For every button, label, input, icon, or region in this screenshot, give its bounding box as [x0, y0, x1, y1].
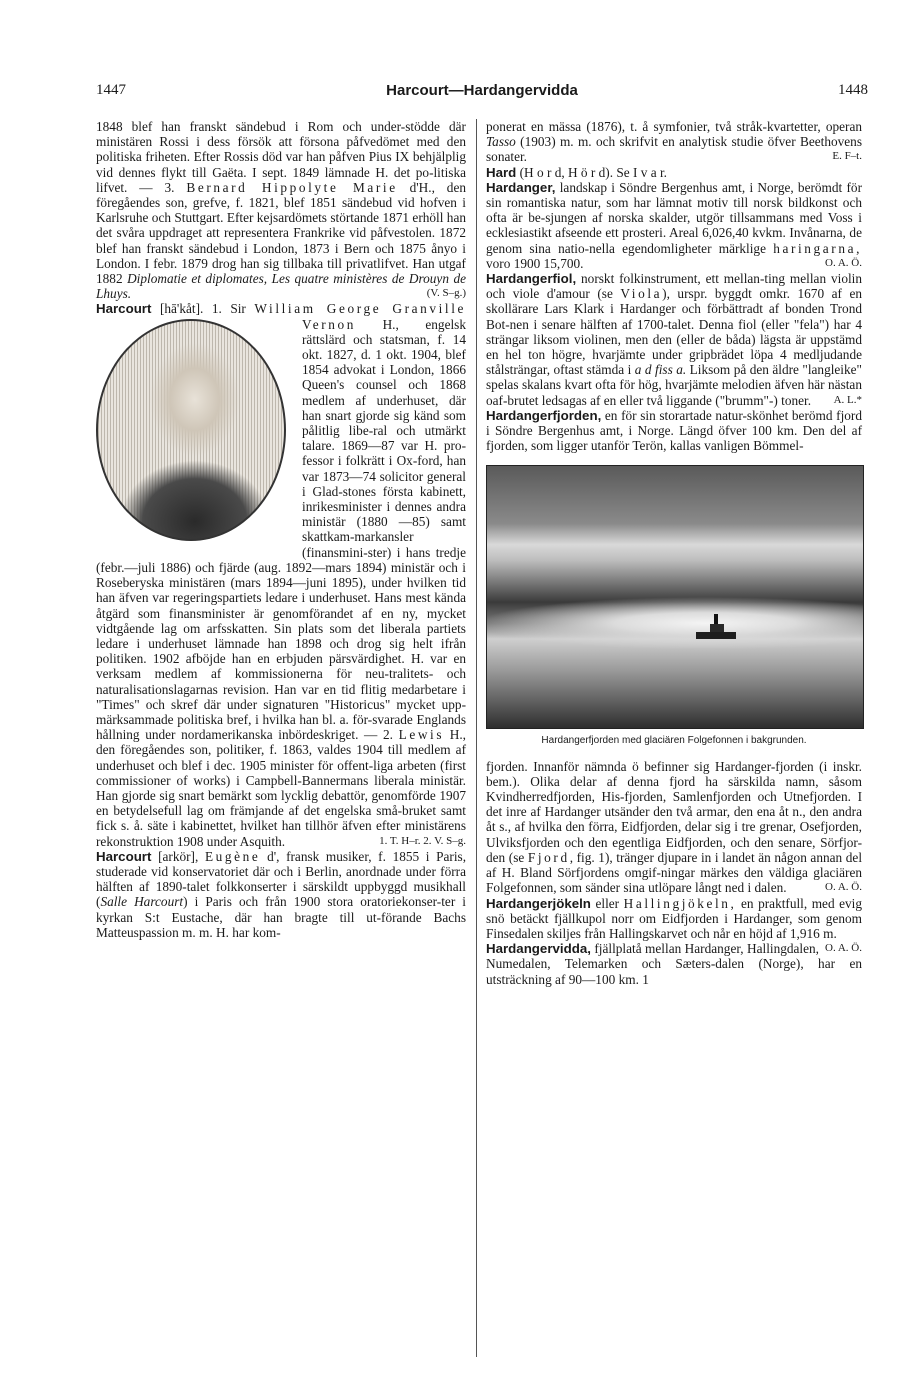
page-header	[96, 82, 868, 106]
entry-hardangerfjorden-continued: fjorden. Innanför nämnda ö befinner sig Hardanger-fjorden (i inskr. bem.). Olika delar af denna fjord ha särskilda namn, såsom Kvindherredfjorden, His-fjorden, Samlenfjorden och Utnefjorden. I det inre af Hardanger utsänder den två armar, den ena åt n., den andra åt s., af hvilka den förra, Eidfjorden, delar sig i tre grenar, Osefjorden, Ulviksfjorden och den egentliga Eidfjorden, och den senare, Sörfjor-den (se Fjord, fig. 1), tränger djupare in i landet än någon annan del af H. Bland Sörfjordens omgif-ningar märkes den väldiga glaciären Folgefonnen, som sänder sina utlöpare långt ned i dalen. O. A. Ö.	[486, 758, 863, 896]
entry-hardangerfiol: Hardangerfiol, norskt folkinstrument, ett mellan-ting mellan violin och viole d'amour (se Viola), urspr. byggdt omkr. 1670 af en skollärare Lars Klark i Hardanger och förbättradt af bonden Trond Bot-nen i senare hälften af 1700-talet. Denna fiol (eller "fela") har 4 strängar liksom violinen, men den (eller de båda) lägsta är uppstämd en hel ton högre, hvarjämte under gripbrädet löpa 4 medljudande stålsträngar, oftast stämda i a d fiss a. Liksom på den äldre "langleike" spelas skalans kvart ofta för hög, hvarjämte melodien äfven här nästan oaf-brutet ledsagas af en eller två liggande ("brumm"-) toner. A. L.*	[486, 271, 863, 408]
signature: E. F–t.	[832, 150, 862, 163]
entry-hardanger: Hardanger, landskap i Söndre Bergenhus amt, i Norge, berömdt för sin romantiska natur, som har lämnat motiv till norsk bildkonst och ofta är be-sjungen af norska skalder, utgör tillsammans med Voss i ecklesiastikt afseende ett prosteri. Areal 6,026,40 kvkm. Invånarna, de genom sina natio-nella egendomligheter märklige haringarna, voro 1900 15,700. O. A. Ö.	[486, 179, 863, 271]
portrait-oval	[96, 319, 286, 541]
photo-caption: Hardangerfjorden med glaciären Folgefonnen i bakgrunden.	[541, 735, 807, 747]
entry-harcourt-eugene: Harcourt [arkör], Eugène d', fransk musiker, f. 1855 i Paris, studerade vid konservatoriet där och i Berlin, anordnade under förra hälften af 1890-talet folkkonserter i särskildt uppbyggd musikhall (Salle Harcourt) i Paris och från 1900 stora oratoriekonser-ter i kyrkan S:t Eustache, där han bragte till ut-förande Bachs Matteuspassion m. m. H. har kom-	[96, 848, 467, 940]
signature: (V. S–g.)	[426, 287, 466, 300]
entry-hard: Hard (H o r d, H ö r d). Se I v a r.	[486, 164, 667, 180]
headword: Harcourt	[96, 301, 152, 317]
signature: A. L.*	[833, 393, 862, 406]
page-number-left: 1447	[96, 82, 126, 98]
steamboat-icon	[692, 614, 740, 644]
signature: O. A. Ö.	[825, 881, 862, 894]
entry-harcourt-continued: 1848 blef han franskt sändebud i Rom och under-stödde där ministären Rossi i dess försök att försona påfvedömet med den politiska friheten. Efter Rossis död var han påfven Pius IX behjälplig vid dennes flykt till Gaëta. I sept. 1849 lämnade H. det po-litiska lifvet. — 3. Bernard Hippolyte Marie d'H., den föregåendes son, grefve, f. 1821, blef 1851 sändebud vid hofven i Karlsruhe och Stuttgart. Efter kejsardömets störtande 1871 erhöll han det svåra uppdraget att representera Frankrike vid påfvestolen. 1872 blef han franskt sändebud i London, 1873 i Bern och 1875 ånyo i London. I febr. 1879 drog han sig tillbaka till privatlifvet. Han utgaf 1882 Diplomatie et diplomates, Les quatre ministères de Drouyn de Lhuys. (V. S–g.)	[96, 119, 466, 302]
running-title: Harcourt—Hardangervidda	[386, 82, 578, 99]
entry-hardangervidda: Hardangervidda, fjällplatå mellan Hardanger, Hallingdalen, Numedalen, Telemarken och Sæters-dalen (Norge), har en utsträckning af 90—100 km. 1	[486, 941, 862, 987]
continuation-mark: 1	[642, 971, 649, 987]
entry-hardangerfjorden: Hardangerfjorden, en för sin storartade natur-skönhet berömd fjord i Söndre Bergenhus amt, i Norge. Längd öfver 100 km. Den del af fjorden, som ligger utanför Terön, kallas vanligen Bömmel-	[486, 407, 862, 454]
headword: Hardangerjökeln	[486, 895, 591, 911]
column-divider	[476, 119, 477, 1357]
headword: Hardangerfjorden,	[486, 407, 602, 423]
entry-hardangerjokeln: Hardangerjökeln eller Hallingjökeln, en praktfull, med evig snö betäckt fjällkupol norr om Eidfjorden i Hardanger, som genom Finsedalen skiljes från Hallingskarvet och når en höjd af 1,916 m. O. A. Ö.	[486, 896, 862, 942]
right-column	[486, 119, 862, 987]
page-number-right: 1448	[838, 82, 868, 98]
headword: Hardangervidda,	[486, 941, 591, 957]
headword: Harcourt	[96, 848, 152, 864]
entry-harcourt-william: Harcourt [hā'kåt]. 1. Sir William George Granville Vernon H., engelsk rättslärd och statsman, f. 14 okt. 1827, d. 1 okt. 1904, blef 1854 advokat i London, 1866 Queen's counsel och 1868 medlem af underhuset, där han snart gjorde sig känd som pålitlig libe-ral och utmärkt talare. 1869—87 var H. pro-fessor i folkrätt i Ox-ford, han var 1873—74 solicitor general i Glad-stones första kabinett, inrikesminister i dennes andra ministär (1880 —85) samt skattkam-markansler (finansmini-ster) i hans tredje (febr.—juli 1886) och fjärde (aug. 1892—mars 1894) ministär och i Roseberyska ministären (mars 1894—juni 1895), under hvilken tid han äfven var regeringspartiets ledare i underhuset. Hans mest kända åtgärd som finansminister är genomförandet af en ny, mycket vidtgående lag om arfsskatten. Sin plats som det liberala partiets ledare i underhuset lämnade han 1898 och drog sig helt ifrån politiken. 1902 afböjde han en erbjuden pärsvärdighet. H. var en verksam medlem af kommissionerna för neu-tralitets- och naturalisationslagarnas revision. Han var en tid flitig medarbetare i "Times" och skref där under signaturen "Historicus" mycket upp-märksammade politiska bref, i hvilka han bl. a. för-svarade Englands hållning under nordamerikanska inbördeskriget. — 2. Lewis H., den föregåendes son, politiker, f. 1863, valdes 1904 till medlem af underhuset och blef i dec. 1905 minister för offent-liga arbeten (first commissioner of works) i Campbell-Bannermans liberala ministär. Han gjorde sig snart bemärkt som lycklig debattör, genomförde 1907 en betydelsefull lag om främjande af det engelska små-bruket samt fick s. å. säte i kabinettet, hvilket han tillhör äfven efter ministärens rekonstruktion 1908 under Asquith. 1. T. H–r. 2. V. S–g.	[96, 301, 467, 849]
headword: Hardanger,	[486, 179, 556, 195]
signature: O. A. Ö.	[825, 942, 862, 955]
portrait-image	[96, 319, 294, 547]
signature: O. A. Ö.	[825, 256, 862, 269]
signature: 1. T. H–r. 2. V. S–g.	[379, 834, 466, 847]
fjord-photo	[486, 465, 864, 729]
headword: Hard	[486, 164, 517, 180]
left-column	[96, 119, 466, 940]
entry-harcourt-eugene-continued: ponerat en mässa (1876), t. å symfonier, två stråk-kvartetter, operan Tasso (1903) m. m. och skrifvit en analytisk studie öfver Beethovens sonater. E. F–t.	[486, 119, 862, 165]
headword: Hardangerfiol,	[486, 271, 577, 287]
